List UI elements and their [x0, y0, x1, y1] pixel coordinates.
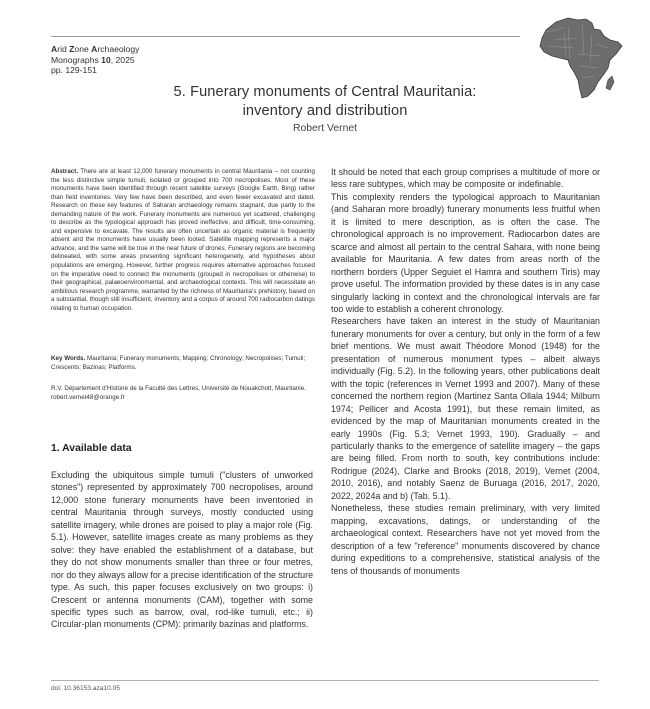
monograph-line: Monographs 10, 2025 — [51, 54, 135, 65]
header-rule — [51, 36, 520, 37]
keywords-text: Mauritania; Funerary monuments; Mapping; Chronology; Necropolises; Tumuli; Crescents; Bazinas; Platforms. — [51, 355, 306, 371]
abstract-text: There are at least 12,000 funerary monuments in central Mauritania – not counting the less distinctive simple tumuli, isolated or grouped into 700 necropolises. Most of these monuments have been identified through recent satellite surveys (Google Earth, Bing) rather than field inventories. Very few have been described, and even fewer excavated and dated. Research on these key features of Saharan archaeology remains stagnant, due partly to the demanding nature of the work. Funerary monuments are numerous yet scattered, challenging to describe as the typological approach has proved ineffective, and difficult, time-consuming, and expensive to excavate. The results are often uncertain as organic material is frequently absent and the monuments have usually been looted. Satellite mapping represents a major advance, and the same will be true in the near future of drones. Funerary regions are becoming delineated, with some areas presenting significant heterogeneity, and hypotheses about populations are emerging. However, further progress requires alternative approaches focused on the imperative need to connect the monuments (grouped in necropolises or otherwise) to their geographical, palaeoenvironmental, and archaeological contexts. This will necessitate an ambitious research programme, warranted by the richness of Mauritania's prehistory, based on a substantial, though still insufficient, inventory and a corpus of around 700 radiocarbon datings relating to human occupation. — [51, 168, 315, 312]
chapter-title-line1: 5. Funerary monuments of Central Mauritania: — [173, 84, 477, 100]
right-column-body — [331, 166, 600, 577]
abstract-label: Abstract. — [51, 168, 79, 175]
body-paragraph: Researchers have taken an interest in the study of Mauritanian funerary monuments for over a century, but only in the form of a few brief mentions. We must await Théodore Monod (1948) for the presentation of numerous monument types – albeit always individually (Fig. 5.2). In the following years, other publications dealt with the topic (references in Vernet 1993 and 2007). Many of these concerned the northern region (Martinez Santa Ollala 1944; Milburn 1974; Pellicer and Acosta 1991), but these remain limited, as evidenced by the map of Mauritanian monuments created in the early 1990s (Fig. 5.3; Vernet 1993, 190). Gradually – and particularly thanks to the emergence of satellite imagery – the gaps are being filled. From north to south, key contributions include: Rodrigue (2024), Clarke and Brooks (2018, 2019), Vernet (2004, 2010, 2016), and notably Saenz de Buruaga (2016, 2017, 2020, 2022, 2024a and b) (Tab. 5.1). — [331, 316, 600, 501]
footer-rule — [51, 680, 599, 681]
journal-name: Arid Zone Archaeology — [51, 44, 140, 54]
section-heading: 1. Available data — [51, 443, 132, 454]
series-header — [51, 44, 139, 76]
body-paragraph: It should be noted that each group comprises a multitude of more or less rare subtypes, which may be composite or indefinable. — [331, 167, 600, 190]
chapter-title-line2: inventory and distribution — [242, 103, 408, 119]
author-name: Robert Vernet — [292, 123, 358, 134]
body-paragraph: Excluding the ubiquitous simple tumuli ("clusters of unworked stones") represented by approximately 700 necropolises, around 12,000 stone funerary monuments have been inventoried in central Mauritania through surveys, mostly conducted using satellite imagery, while drones are poised to play a major role (Fig. 5.1). However, satellite images create as many problems as they solve: they have enabled the establishment of a database, but they do not show monuments smaller than three or four metres, nor do they always allow for a precise identification of the structure type. As such, this paper focuses exclusively on two groups: i) Crescent or antenna monuments (CAM), together with some specific types such as barrow, oval, rod-like tumuli, etc.; ii) Circular-plan monuments (CPM): primarily bazinas and platforms. — [51, 470, 313, 630]
body-paragraph: This complexity renders the typological approach to Mauritanian (and Saharan more broadly) funerary monuments less fruitful when it is limited to mere description, as is often the case. The chronological approach is no improvement. Radiocarbon dates are scarce and almost all pertain to the central Sahara, with none being available for Mauritania. A few dates from areas north of the northern borders (Upper Seguiet el Hamra and southern Tiris) may prove useful. The information provided by these dates is in any case singularly lacking in context and the chronological intervals are far too wide to establish a coherent chronology. — [331, 191, 600, 314]
chapter-title — [100, 83, 550, 121]
affiliation-text: R.V. Département d'Histoire de la Faculté des Lettres, Université de Nouakchott, Mauritanie. — [51, 385, 306, 392]
abstract — [51, 168, 315, 313]
keywords-label: Key Words. — [51, 355, 86, 362]
left-column-body — [51, 469, 313, 631]
doi[interactable]: doi: 10.36153.aza10.05 — [51, 685, 120, 692]
affiliation — [51, 385, 315, 402]
page-range: pp. 129-151 — [51, 65, 97, 76]
keywords — [51, 355, 315, 372]
body-paragraph: Nonetheless, these studies remain preliminary, with very limited mapping, excavations, datings, or understanding of the archaeological context. Researchers have not yet moved from the description of a few "reference" monuments discovered by chance during expeditions to a comprehensive, statistical analysis of the tens of thousands of monuments — [331, 503, 600, 576]
author-email[interactable]: robert.vernet48@orange.fr — [51, 393, 125, 401]
